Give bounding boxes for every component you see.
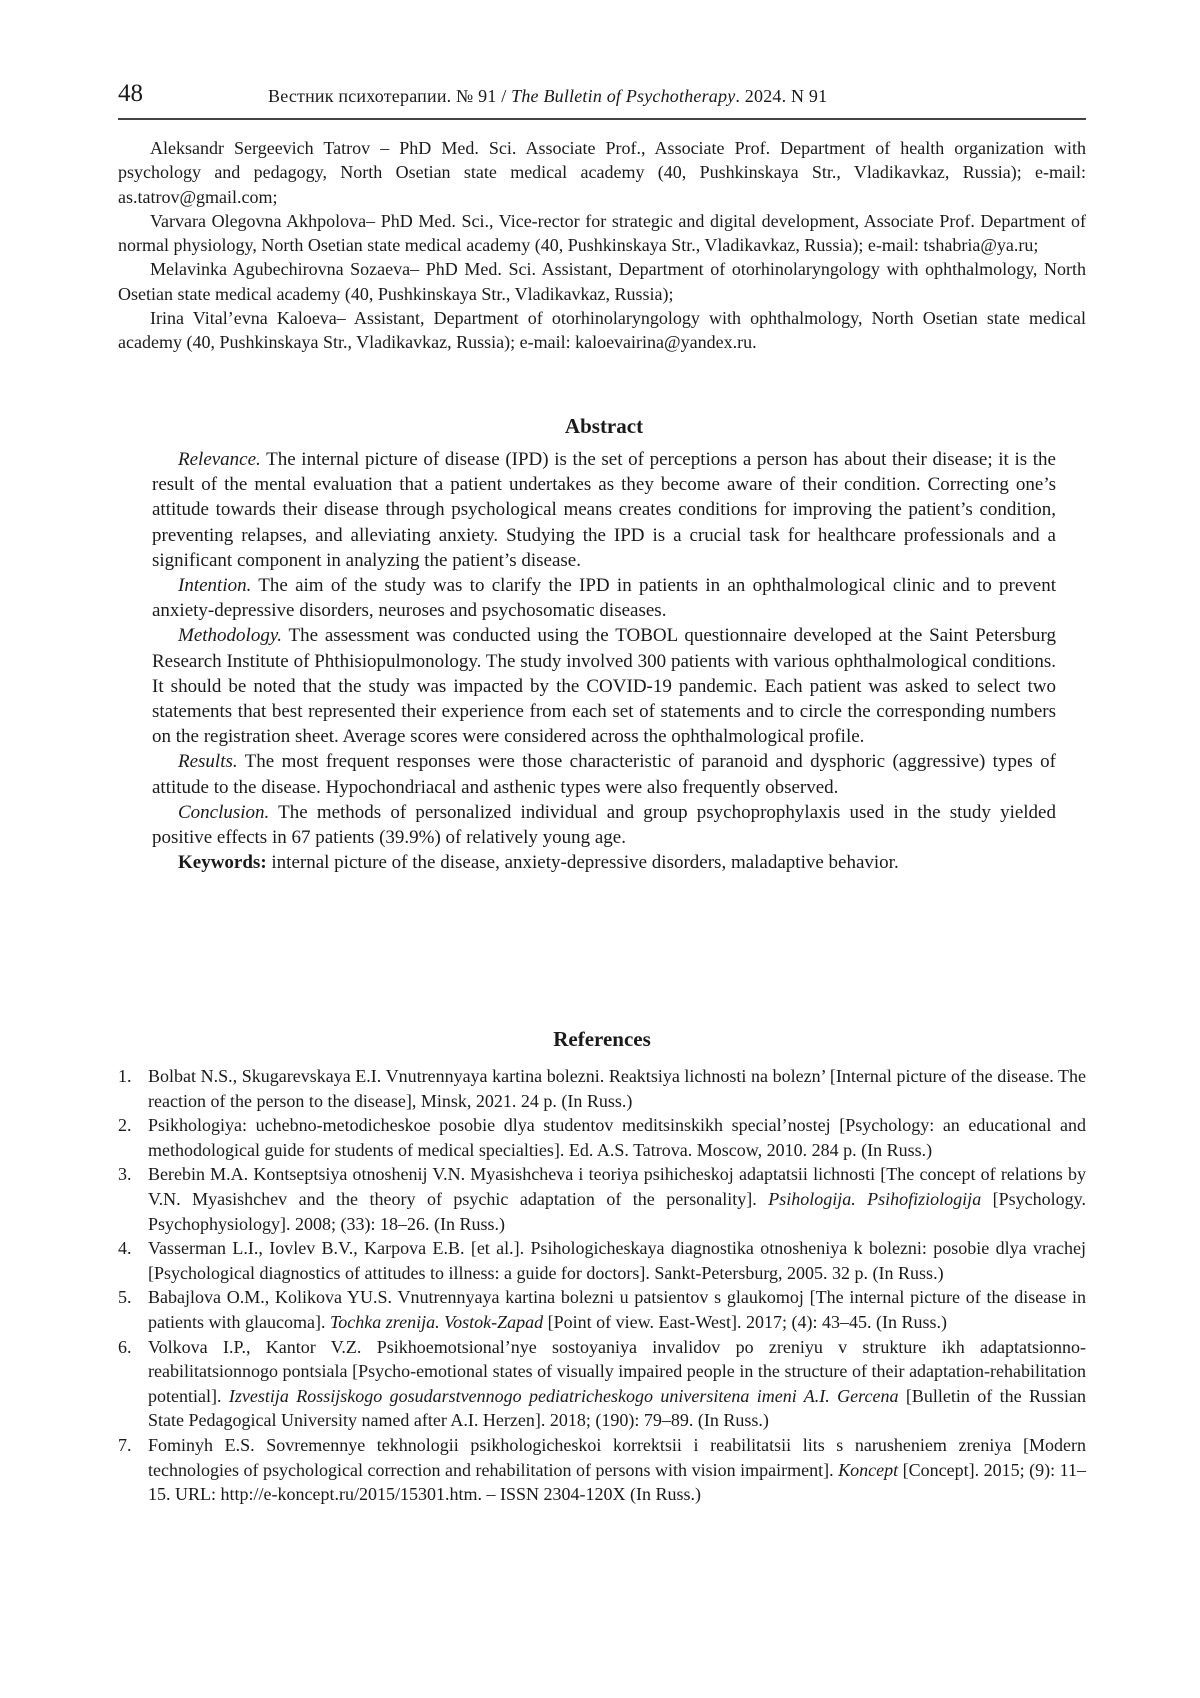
keywords-label: Keywords: [178,852,267,873]
abstract-methodology [152,623,1056,749]
reference-number: 3. [118,1162,132,1187]
journal-title-en: The Bulletin of Psychotherapy [511,86,735,106]
reference-item [118,1285,1086,1334]
section-text: The internal picture of disease (IPD) is the set of perceptions a person has about their disease; it is the result of the mental evaluation that a patient undertakes as they become aware of their condition. Correcting one’s attitude towards their disease through psychological means creates conditions for improving the patient’s condition, preventing relapses, and alleviating anxiety. Studying the IPD is a crucial task for healthcare professionals and a significant component in analyzing the patient’s disease. [152,449,1056,571]
reference-number: 4. [118,1236,132,1261]
author-info [118,136,1086,355]
abstract-keywords [152,850,1056,875]
section-label: Conclusion. [178,802,269,823]
journal-title [268,86,827,107]
reference-text: Babajlova O.M., Kolikova YU.S. Vnutrennyaya kartina bolezni u patsientov s glaukomoj [The internal picture of the disease in patients with glaucoma]. [148,1287,1086,1332]
reference-item [118,1433,1086,1507]
reference-text: [Concept]. 2015; (9): 11–15. URL: http://e-koncept.ru/2015/15301.htm. – ISSN 2304-120X (In Russ.) [148,1460,1086,1505]
reference-item [118,1113,1086,1162]
reference-number: 6. [118,1335,132,1360]
section-text: The aim of the study was to clarify the IPD in patients in an ophthalmological clinic and to prevent anxiety-depressive disorders, neuroses and psychosomatic diseases. [152,575,1056,621]
reference-number: 1. [118,1064,132,1089]
reference-number: 7. [118,1433,132,1458]
reference-item [118,1236,1086,1285]
abstract-conclusion [152,800,1056,850]
journal-issue: . 2024. N 91 [735,86,827,106]
section-label: Relevance. [178,449,261,470]
reference-text: [Point of view. East-West]. 2017; (4): 43–45. (In Russ.) [543,1312,947,1332]
abstract [152,413,1056,875]
reference-item [118,1335,1086,1433]
references-list [118,1064,1086,1507]
separator: / [497,86,512,106]
reference-number: 2. [118,1113,132,1138]
author-entry: Melavinka Agubechirovna Sozaeva– PhD Med. Sci. Assistant, Department of otorhinolaryngology with ophthalmology, North Osetian state medical academy (40, Pushkinskaya Str., Vladikavkaz, Russia); [118,257,1086,306]
reference-source: Izvestija Rossijskogo gosudarstvennogo pediatricheskogo universitena imeni A.I. Gercena [229,1386,899,1406]
abstract-results [152,749,1056,799]
author-entry: Irina Vital’evna Kaloeva– Assistant, Department of otorhinolaryngology with ophthalmology, North Osetian state medical academy (40, Pushkinskaya Str., Vladikavkaz, Russia); e-mail: kaloevairina@yandex.ru. [118,306,1086,355]
abstract-relevance [152,447,1056,573]
reference-number: 5. [118,1285,132,1310]
reference-text: Vasserman L.I., Iovlev B.V., Karpova E.B. [et al.]. Psihologicheskaya diagnostika otnosheniya k bolezni: posobie dlya vrachej [Psychological diagnostics of attitudes to illness: a guide for doctors]. Sankt-Petersburg, 2005. 32 p. (In Russ.) [148,1238,1086,1283]
keywords-text: internal picture of the disease, anxiety-depressive disorders, maladaptive behavior. [267,852,899,873]
section-text: The methods of personalized individual and group psychoprophylaxis used in the study yielded positive effects in 67 patients (39.9%) of relatively young age. [152,802,1056,848]
reference-source: Tochka zrenija. Vostok-Zapad [330,1312,543,1332]
running-header [118,78,1086,120]
author-entry: Varvara Olegovna Akhpolova– PhD Med. Sci., Vice-rector for strategic and digital development, Associate Prof. Department of normal physiology, North Osetian state medical academy (40, Pushkinskaya Str., Vladikavkaz, Russia); e-mail: tshabria@ya.ru; [118,209,1086,258]
section-label: Results. [178,751,238,772]
reference-text: Bolbat N.S., Skugarevskaya E.I. Vnutrennyaya kartina bolezni. Reaktsiya lichnosti na bolezn’ [Internal picture of the disease. The reaction of the person to the disease], Minsk, 2021. 24 p. (In Russ.) [148,1066,1086,1111]
abstract-title: Abstract [152,413,1056,439]
reference-item [118,1162,1086,1236]
abstract-intention [152,573,1056,623]
reference-source: Psihologija. Psihofiziologija [768,1189,981,1209]
section-label: Methodology. [178,625,282,646]
reference-item [118,1064,1086,1113]
reference-text: Berebin M.A. Kontseptsiya otnoshenij V.N. Myasishcheva i teoriya psihicheskoj adaptatsii lichnosti [The concept of relations by V.N. Myasishchev and the theory of psychic adaptation of the personality]. [148,1164,1086,1209]
journal-title-ru: Вестник психотерапии. № 91 [268,86,497,106]
page-number: 48 [118,80,143,108]
references-title: References [118,1026,1086,1052]
section-text: The assessment was conducted using the TOBOL questionnaire developed at the Saint Petersburg Research Institute of Phthisiopulmonology. The study involved 300 patients with various ophthalmological conditions. It should be noted that the study was impacted by the COVID-19 pandemic. Each patient was asked to select two statements that best represented their experience from each set of statements and to circle the corresponding numbers on the registration sheet. Average scores were considered across the ophthalmological profile. [152,625,1056,747]
reference-text: Psikhologiya: uchebno-metodicheskoe posobie dlya studentov meditsinskikh special’nostej [Psychology: an educational and methodological guide for students of medical specialties]. Ed. A.S. Tatrova. Moscow, 2010. 284 p. (In Russ.) [148,1115,1086,1160]
references-heading [118,1026,1086,1060]
reference-source: Koncept [838,1460,898,1480]
reference-text: Volkova I.P., Kantor V.Z. Psikhoemotsional’nye sostoyaniya invalidov po zreniyu v strukture ikh adaptatsionno-reabilitatsionnogo pontsiala [Psycho-emotional states of visually impaired people in the structure of their adaptation-rehabilitation potential]. [148,1337,1086,1406]
section-label: Intention. [178,575,251,596]
reference-text: [Bulletin of the Russian State Pedagogical University named after A.I. Herzen]. 2018; (190): 79–89. (In Russ.) [148,1386,1086,1431]
reference-text: [Psychology. Psychophysiology]. 2008; (33): 18–26. (In Russ.) [148,1189,1086,1234]
reference-text: Fominyh E.S. Sovremennye tekhnologii psikhologicheskoi korrektsii i reabilitatsii lits s narusheniem zreniya [Modern technologies of psychological correction and rehabilitation of persons with vision impairment]. [148,1435,1086,1480]
author-entry: Aleksandr Sergeevich Tatrov – PhD Med. Sci. Associate Prof., Associate Prof. Department of health organization with psychology and pedagogy, North Osetian state medical academy (40, Pushkinskaya Str., Vladikavkaz, Russia); e-mail: as.tatrov@gmail.com; [118,136,1086,209]
section-text: The most frequent responses were those characteristic of paranoid and dysphoric (aggressive) types of attitude to the disease. Hypochondriacal and asthenic types were also frequently observed. [152,751,1056,797]
